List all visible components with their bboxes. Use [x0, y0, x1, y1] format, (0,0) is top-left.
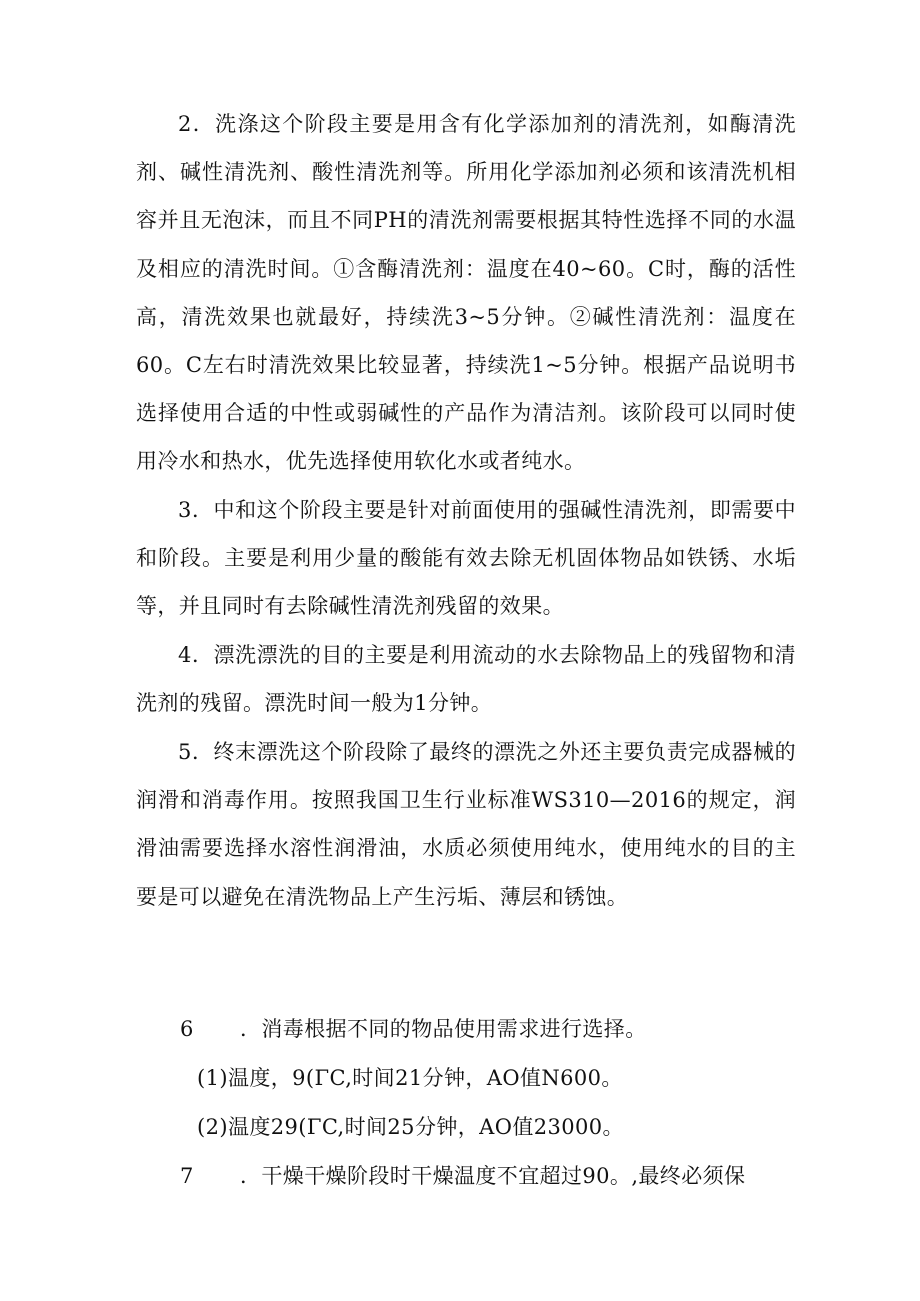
sub-item-2: (2)温度29(ΓC,时间25分钟，AO值23000。	[197, 1115, 624, 1139]
item-number: 6	[180, 1017, 194, 1041]
paragraph-rinsing: 4．漂洗漂洗的目的主要是利用流动的水去除物品上的残留物和清洗剂的残留。漂洗时间一般为1分钟。	[136, 643, 796, 716]
paragraph-washing: 2．洗涤这个阶段主要是用含有化学添加剂的清洗剂，如酶清洗剂、碱性清洗剂、酸性清洗剂等。所用化学添加剂必须和该清洗机相容并且无泡沫，而且不同PH的清洗剂需要根据其特性选择不同的水温及相应的清洗时间。①含酶清洗剂：温度在40~60。C时，酶的活性高，清洗效果也就最好，持续洗3~5分钟。②碱性清洗剂：温度在60。C左右时清洗效果比较显著，持续洗1~5分钟。根据产品说明书选择使用合适的中性或弱碱性的产品作为清洁剂。该阶段可以同时使用冷水和热水，优先选择使用软化水或者纯水。	[136, 112, 796, 474]
item-number: 7	[180, 1164, 194, 1188]
item-drying	[180, 1152, 745, 1200]
item-disinfection	[180, 1005, 647, 1053]
item-text: ．消毒根据不同的物品使用需求进行选择。	[240, 1017, 647, 1041]
paragraph-neutralization: 3．中和这个阶段主要是针对前面使用的强碱性清洗剂，即需要中和阶段。主要是利用少量的酸能有效去除无机固体物品如铁锈、水垢等，并且同时有去除碱性清洗剂残留的效果。	[136, 498, 796, 619]
paragraph-final-rinse: 5．终末漂洗这个阶段除了最终的漂洗之外还主要负责完成器械的润滑和消毒作用。按照我国卫生行业标准WS310—2016的规定，润滑油需要选择水溶性润滑油，水质必须使用纯水，使用纯水的目的主要是可以避免在清洗物品上产生污垢、薄层和锈蚀。	[136, 740, 796, 909]
sub-item-1: (1)温度，9(ΓC,时间21分钟，AO值N600。	[197, 1066, 623, 1090]
item-text: ．干燥干燥阶段时干燥温度不宜超过90。,最终必须保	[240, 1164, 746, 1188]
